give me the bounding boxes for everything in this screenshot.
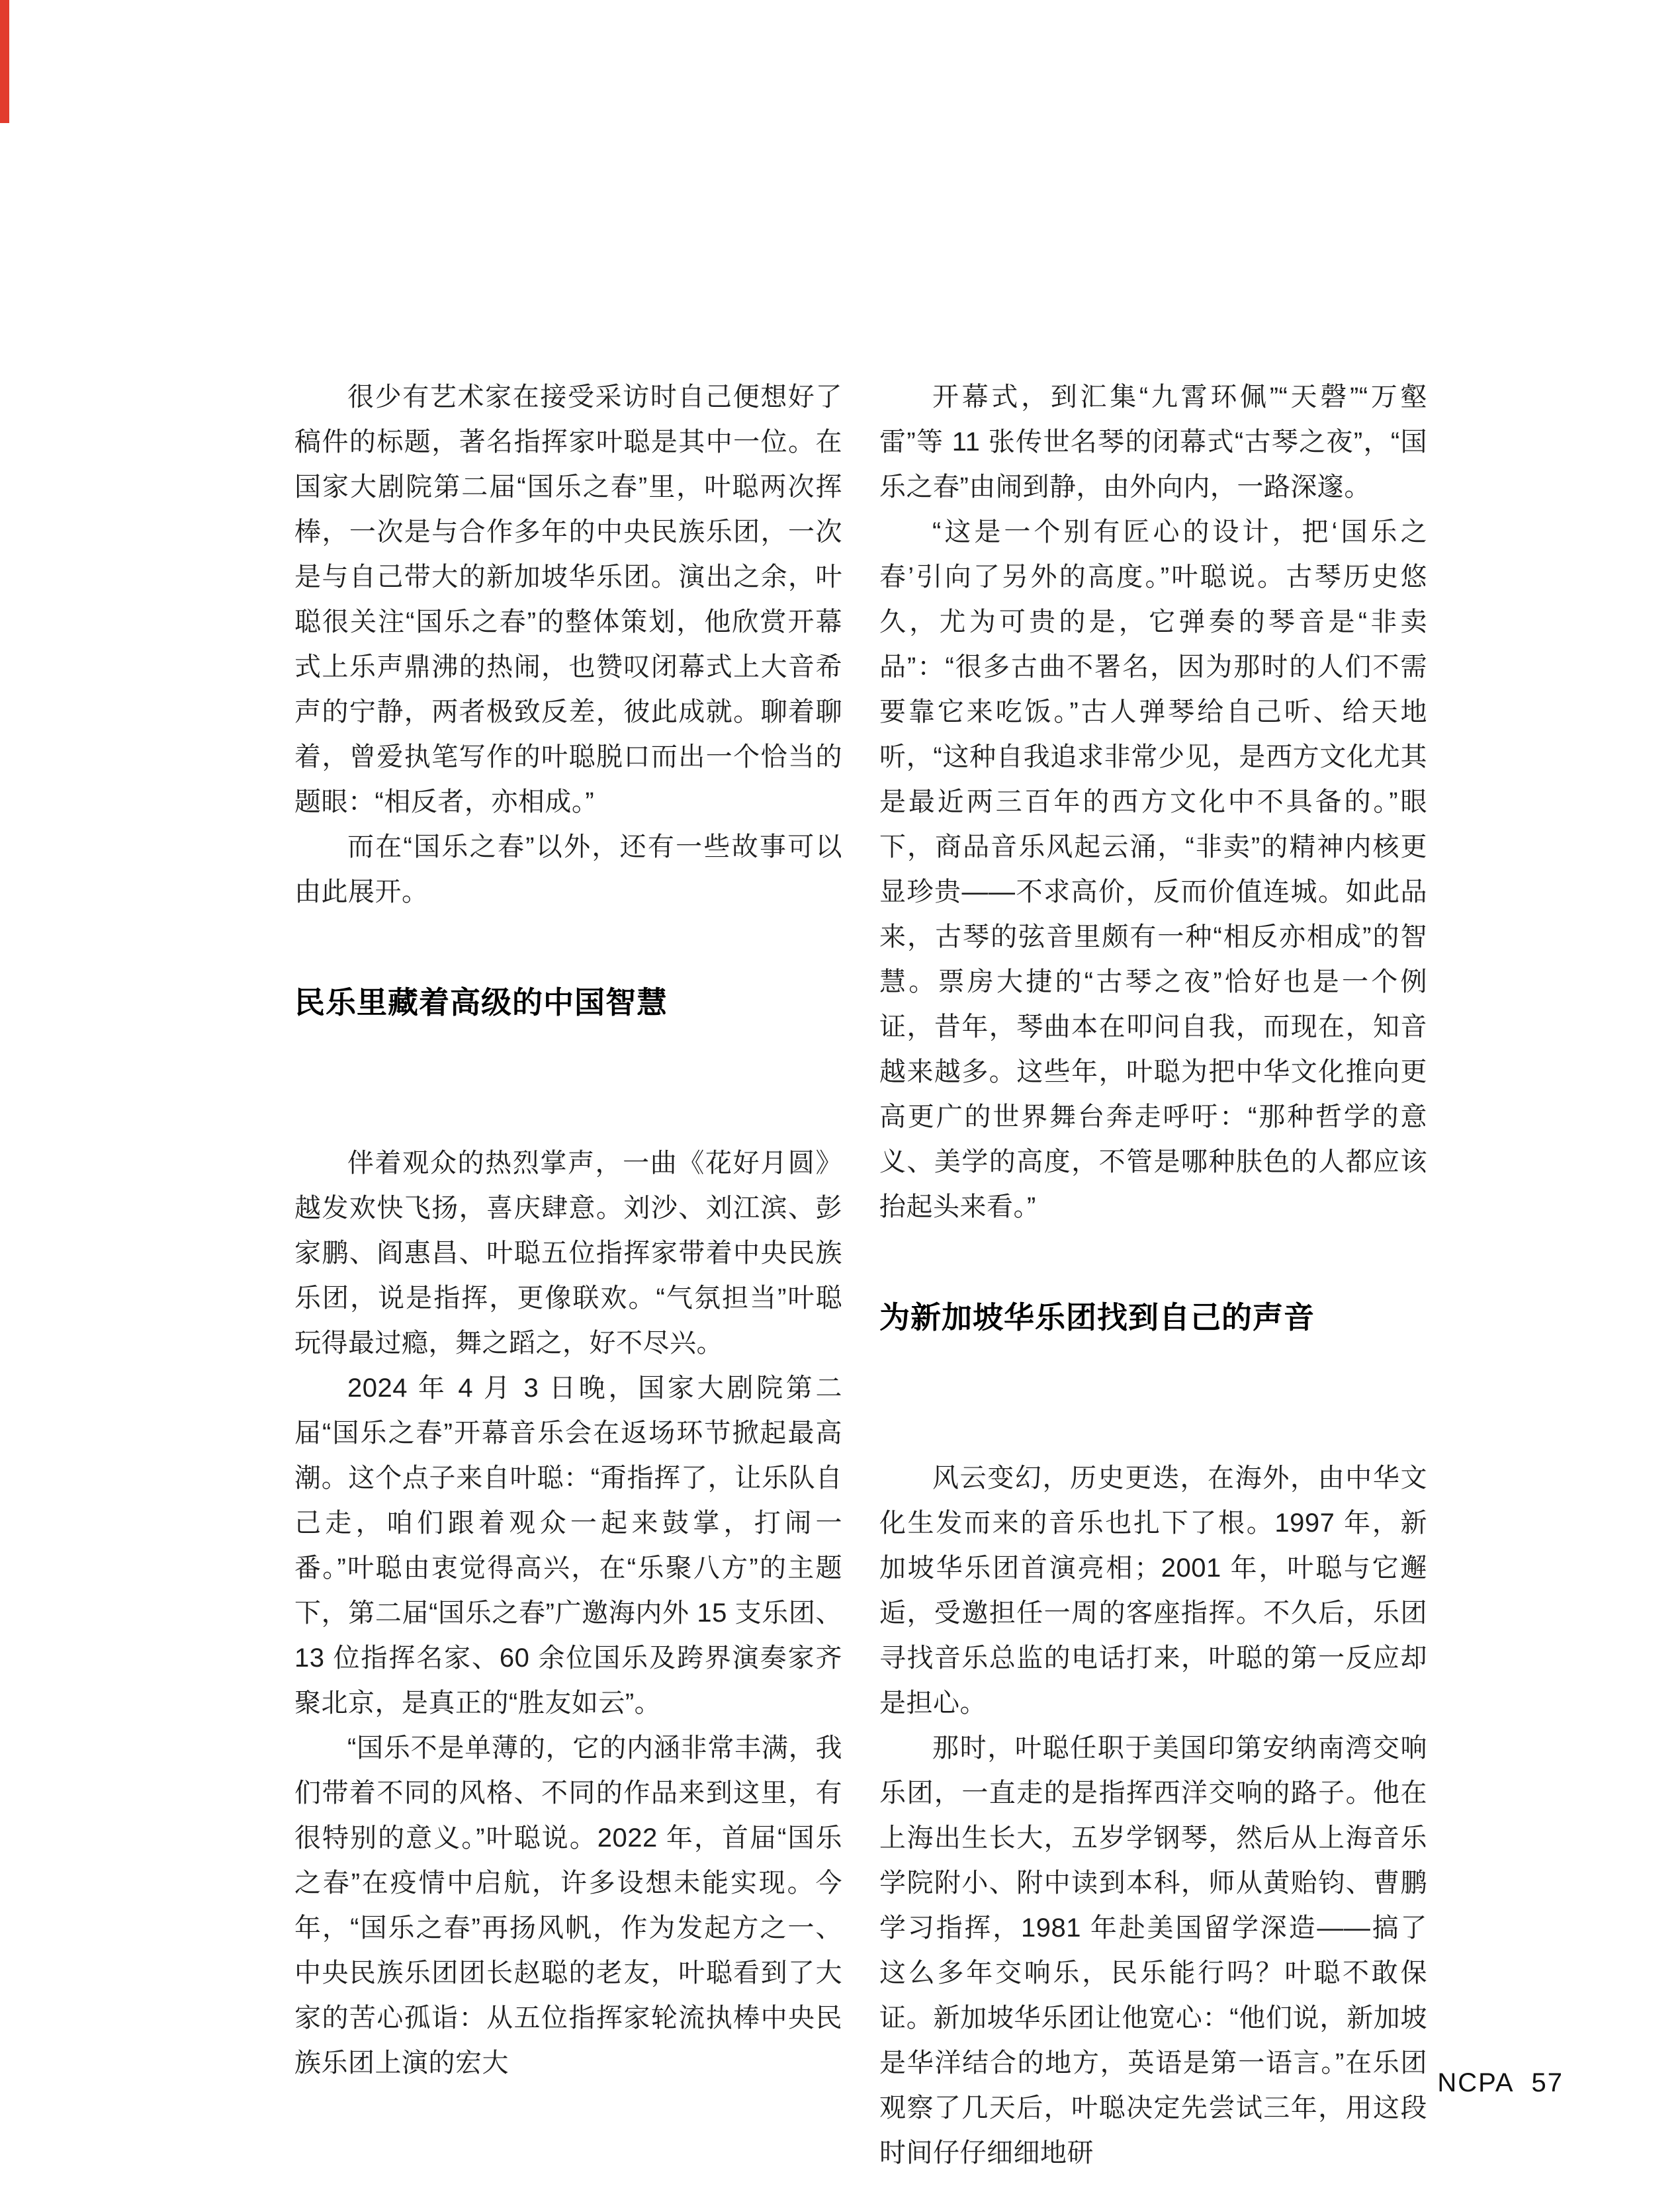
- paragraph: 很少有艺术家在接受采访时自己便想好了稿件的标题，著名指挥家叶聪是其中一位。在国家大剧院第二届“国乐之春”里，叶聪两次挥棒，一次是与合作多年的中央民族乐团，一次是与自己带大的新加坡华乐团。演出之余，叶聪很关注“国乐之春”的整体策划，他欣赏开幕式上乐声鼎沸的热闹，也赞叹闭幕式上大音希声的宁静，两者极致反差，彼此成就。聊着聊着，曾爱执笔写作的叶聪脱口而出一个恰当的题眼：“相反者，亦相成。”: [294, 382, 842, 816]
- paragraph: 那时，叶聪任职于美国印第安纳南湾交响乐团，一直走的是指挥西洋交响的路子。他在上海出生长大，五岁学钢琴，然后从上海音乐学院附小、附中读到本科，师从黄贻钧、曹鹏学习指挥，1981 年赴美国留学深造——搞了这么多年交响乐，民乐能行吗？叶聪不敢保证。新加坡华乐团让他宽心：“他们说，新加坡是华洋结合的地方，英语是第一语言。”在乐团观察了几天后，叶聪决定先尝试三年，用这段时间仔仔细细地研: [879, 1733, 1427, 2167]
- paragraph: 而在“国乐之春”以外，还有一些故事可以由此展开。: [294, 832, 842, 906]
- paragraph: “国乐不是单薄的，它的内涵非常丰满，我们带着不同的风格、不同的作品来到这里，有很特别的意义。”叶聪说。2022 年，首届“国乐之春”在疫情中启航，许多设想未能实现。今年，“国乐之春”再扬风帆，作为发起方之一、中央民族乐团团长赵聪的老友，叶聪看到了大家的苦心孤诣：从五位指挥家轮流执棒中央民族乐团上演的宏大: [294, 1733, 842, 2078]
- footer-brand: NCPA: [1437, 2068, 1515, 2097]
- footer-page-number: 57: [1531, 2068, 1564, 2097]
- page-footer: [1437, 2068, 1564, 2098]
- paragraph: “这是一个别有匠心的设计，把‘国乐之春’引向了另外的高度。”叶聪说。古琴历史悠久，尤为可贵的是，它弹奏的琴音是“非卖品”：“很多古曲不署名，因为那时的人们不需要靠它来吃饭。”古人弹琴给自己听、给天地听，“这种自我追求非常少见，是西方文化尤其是最近两三百年的西方文化中不具备的。”眼下，商品音乐风起云涌，“非卖”的精神内核更显珍贵——不求高价，反而价值连城。如此品来，古琴的弦音里颇有一种“相反亦相成”的智慧。票房大捷的“古琴之夜”恰好也是一个例证，昔年，琴曲本在叩问自我，而现在，知音越来越多。这些年，叶聪为把中华文化推向更高更广的世界舞台奔走呼吁：“那种哲学的意义、美学的高度，不管是哪种肤色的人都应该抬起头来看。”: [879, 517, 1427, 1221]
- paragraph: 2024 年 4 月 3 日晚，国家大剧院第二届“国乐之春”开幕音乐会在返场环节掀起最高潮。这个点子来自叶聪：“甭指挥了，让乐队自己走，咱们跟着观众一起来鼓掌，打闹一番。”叶聪由衷觉得高兴，在“乐聚八方”的主题下，第二届“国乐之春”广邀海内外 15 支乐团、13 位指挥名家、60 余位国乐及跨界演奏家齐聚北京，是真正的“胜友如云”。: [294, 1374, 842, 1718]
- right-column: [879, 374, 1427, 2175]
- section-heading-chinese-wisdom: 民乐里藏着高级的中国智慧: [294, 985, 668, 1020]
- left-column: [294, 374, 842, 2175]
- paragraph: 风云变幻，历史更迭，在海外，由中华文化生发而来的音乐也扎下了根。1997 年，新加坡华乐团首演亮相；2001 年，叶聪与它邂逅，受邀担任一周的客座指挥。不久后，乐团寻找音乐总监的电话打来，叶聪的第一反应却是担心。: [879, 1464, 1427, 1718]
- paragraph: 开幕式，到汇集“九霄环佩”“天磬”“万壑雷”等 11 张传世名琴的闭幕式“古琴之夜”，“国乐之春”由闹到静，由外向内，一路深邃。: [879, 382, 1427, 502]
- section-heading-singapore-orchestra: 为新加坡华乐团找到自己的声音: [879, 1300, 1315, 1335]
- article-body: [294, 374, 1427, 2175]
- paragraph: 伴着观众的热烈掌声，一曲《花好月圆》越发欢快飞扬，喜庆肆意。刘沙、刘江滨、彭家鹏、阎惠昌、叶聪五位指挥家带着中央民族乐团，说是指挥，更像联欢。“气氛担当”叶聪玩得最过瘾，舞之蹈之，好不尽兴。: [294, 1149, 842, 1358]
- page-edge-marker: [0, 0, 9, 123]
